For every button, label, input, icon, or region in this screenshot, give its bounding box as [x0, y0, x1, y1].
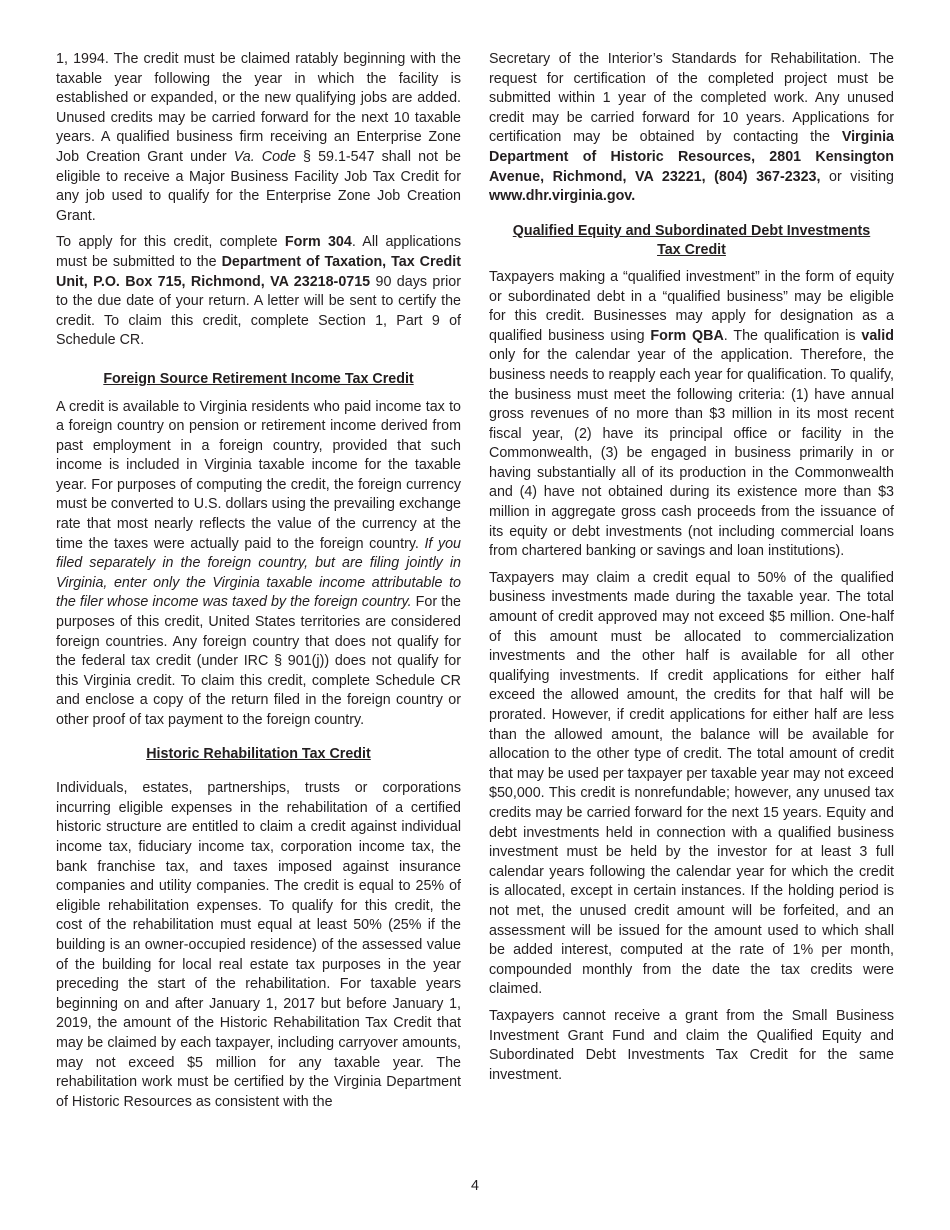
- form-304-reference: Form 304: [284, 234, 352, 251]
- left-column: [56, 50, 461, 1119]
- apply-credit-paragraph: To apply for this credit, complete Form 304. All applications must be submitted to the Department of Taxation, Tax Credit Unit, P.O. Box 715, Richmond, VA 23218-0715 90 days prior to the due date of your return. A letter will be sent to certify the credit. To claim this credit, complete Section 1, Part 9 of Schedule CR.: [56, 234, 461, 349]
- foreign-source-heading: Foreign Source Retirement Income Tax Credit: [103, 370, 414, 387]
- joint-filing-note: If you filed separately in the foreign country, but are filing jointly in Virginia, enter only the Virginia taxable income attributable to the filer whose income was taxed by the foreign country.: [56, 535, 462, 611]
- dhr-contact-info: Virginia Department of Historic Resources, 2801 Kensington Avenue, Richmond, VA 23221, (804) 367-2323,: [489, 129, 894, 185]
- form-qba-reference: Form QBA: [650, 327, 724, 344]
- qualified-equity-paragraph-3: Taxpayers cannot receive a grant from the Small Business Investment Grant Fund and claim the Qualified Equity and Subordinated Debt Investments Tax Credit for the same investment.: [489, 1007, 894, 1083]
- valid-emphasis: valid: [861, 327, 894, 344]
- enterprise-zone-continued-paragraph: 1, 1994. The credit must be claimed ratably beginning with the taxable year following the year in which the facility is established or expanded, or the new qualifying jobs are added. Unused credits may be carried forward for the next 10 taxable years. A qualified business firm receiving an Enterprise Zone Job Creation Grant under Va. Code § 59.1-547 shall not be eligible to receive a Major Business Facility Job Tax Credit for any job used to qualify for the Enterprise Zone Job Creation Grant.: [56, 51, 461, 224]
- qualified-equity-heading: Qualified Equity and Subordinated Debt Investments Tax Credit: [512, 222, 871, 259]
- right-column: [489, 50, 894, 1092]
- qualified-equity-paragraph-1: Taxpayers making a “qualified investment” in the form of equity or subordinated debt in a “qualified business” may be eligible for this credit. Businesses may apply for designation as a qualified business using Form QBA. The qualification is valid only for the calendar year of the application. Therefore, the business needs to reapply each year for qualification. To qualify, the business must meet the following criteria: (1) have annual gross revenues of no more than $3 million in its most recent fiscal year, (2) have its principal office or facility in the Commonwealth, (3) be engaged in business primarily in or having substantially all of its production in the Commonwealth and (4) have not obtained during its existence more than $3 million in aggregate gross cash proceeds from the issuance of its equity or debt investments (not including commercial loans from chartered banking or savings and loan institutions).: [489, 268, 894, 560]
- page-number: 4: [471, 1178, 479, 1194]
- foreign-source-paragraph: A credit is available to Virginia residents who paid income tax to a foreign country on pension or retirement income derived from past employment in a foreign country, provided that such income is included in Virginia taxable income for the taxable year. For purposes of computing the credit, the foreign currency must be converted to U.S. dollars using the prevailing exchange rate that most nearly reflects the value of the currency at the time the taxes were actually paid to the foreign country. If you filed separately in the foreign country, but are filing jointly in Virginia, enter only the Virginia taxable income attributable to the filer whose income was taxed by the foreign country. For the purposes of this credit, United States territories are considered foreign countries. Any foreign country that does not qualify for the federal tax credit (under IRC § 901(j)) does not qualify for this Virginia credit. To claim this credit, complete Schedule CR and enclose a copy of the return filed in the foreign country or other proof of tax payment to the foreign country.: [56, 398, 462, 728]
- va-code-reference: Va. Code: [233, 148, 296, 165]
- historic-rehabilitation-paragraph: Individuals, estates, partnerships, trusts or corporations incurring eligible expenses in the rehabilitation of a certified historic structure are entitled to claim a credit against individual income tax, fiduciary income tax, corporation income tax, the bank franchise tax, and taxes imposed against insurance companies and utility companies. The credit is equal to 25% of eligible rehabilitation expenses. To qualify for this credit, the cost of the rehabilitation must equal at least 50% (25% if the building is an owner-occupied residence) of the assessed value of the building for local real estate tax purposes in the year preceding the start of the rehabilitation. For taxable years beginning on and after January 1, 2017 but before January 1, 2019, the amount of the Historic Rehabilitation Tax Credit that may be claimed by each taxpayer, including carryover amounts, may not exceed $5 million for any taxable year. The rehabilitation work must be certified by the Virginia Department of Historic Resources as consistent with the: [56, 780, 461, 1110]
- qualified-equity-paragraph-2: Taxpayers may claim a credit equal to 50% of the qualified business investments made during the taxable year. The total amount of credit approved may not exceed $5 million. One-half of this amount must be allocated to commercialization investments and the other half is available for all other qualifying investments. If credit applications for either half exceed the allowed amount, the credits for that half will be prorated. However, if credit applications for either half are less than the allowed amount, the balance will be available for allocation to the other type of credit. The total amount of credit that may be used per taxpayer per taxable year may not exceed $50,000. This credit is nonrefundable; however, any unused tax credits may be carried forward for the next 15 years. Equity and debt investments held in connection with a qualified business investment must be held by the investor for at least 3 full calendar years following the calendar year for which the credit is allocated, except in certain instances. If the holding period is not met, the unused credit amount will be forfeited, and an assessment will be issued for the amount used to which shall be added interest, computed at the rate of 1% per month, compounded monthly from the date the tax credits were claimed.: [489, 569, 894, 998]
- historic-rehabilitation-heading: Historic Rehabilitation Tax Credit: [146, 745, 371, 762]
- dhr-website: www.dhr.virginia.gov.: [489, 188, 636, 205]
- tax-credit-unit-address: Department of Taxation, Tax Credit Unit, P.O. Box 715, Richmond, VA 23218-0715: [56, 253, 461, 290]
- historic-rehabilitation-continued-paragraph: Secretary of the Interior’s Standards for Rehabilitation. The request for certification of the completed project must be submitted within 1 year of the completed work. Any unused credit may be carried forward for 10 years. Applications for certification may be obtained by contacting the Virginia Department of Historic Resources, 2801 Kensington Avenue, Richmond, VA 23221, (804) 367-2323, or visiting www.dhr.virginia.gov.: [489, 51, 895, 205]
